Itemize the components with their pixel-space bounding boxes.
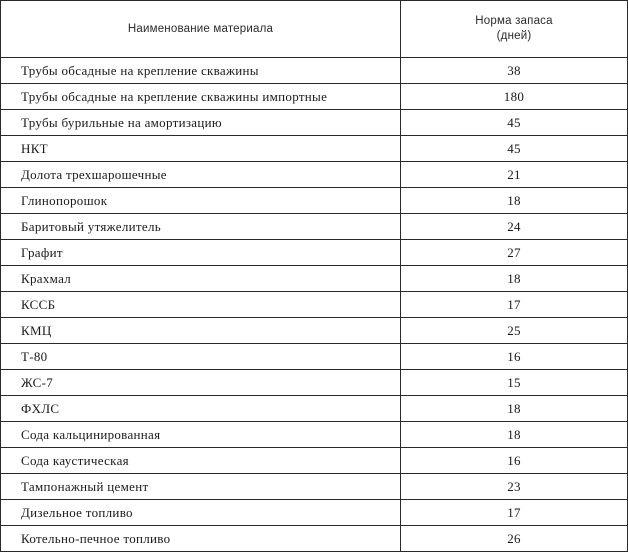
stock-norm-cell: 23 <box>401 474 628 500</box>
header-stock-norm-label: Норма запаса <box>475 15 553 27</box>
header-row <box>1 1 628 58</box>
stock-norm-cell: 24 <box>401 214 628 240</box>
header-stock-norm-unit: (дней) <box>496 30 532 42</box>
table-row <box>1 136 628 162</box>
table-row <box>1 110 628 136</box>
material-name-cell: Крахмал <box>1 266 401 292</box>
material-name-cell: Графит <box>1 240 401 266</box>
stock-norm-cell: 18 <box>401 188 628 214</box>
stock-norm-cell: 45 <box>401 110 628 136</box>
table-row <box>1 370 628 396</box>
table-header <box>1 1 628 58</box>
stock-norm-cell: 45 <box>401 136 628 162</box>
table-row <box>1 344 628 370</box>
material-name-cell: КМЦ <box>1 318 401 344</box>
table-row <box>1 214 628 240</box>
material-name-cell: Сода каустическая <box>1 448 401 474</box>
table-row <box>1 240 628 266</box>
material-name-cell: ФХЛС <box>1 396 401 422</box>
header-stock-norm <box>401 1 628 58</box>
table-row <box>1 292 628 318</box>
material-name-cell: ЖС-7 <box>1 370 401 396</box>
stock-norm-cell: 26 <box>401 526 628 552</box>
material-name-cell: Трубы обсадные на крепление скважины <box>1 58 401 84</box>
header-material-name-label: Наименование материала <box>127 22 274 35</box>
stock-norm-cell: 18 <box>401 266 628 292</box>
table-row <box>1 474 628 500</box>
stock-norm-cell: 17 <box>401 292 628 318</box>
table-row <box>1 162 628 188</box>
table-row <box>1 318 628 344</box>
table-row <box>1 448 628 474</box>
table-row <box>1 422 628 448</box>
material-name-cell: Трубы бурильные на амортизацию <box>1 110 401 136</box>
material-name-cell: Котельно-печное топливо <box>1 526 401 552</box>
stock-norm-cell: 17 <box>401 500 628 526</box>
table-row <box>1 266 628 292</box>
table-row <box>1 84 628 110</box>
material-name-cell: КССБ <box>1 292 401 318</box>
stock-norm-cell: 180 <box>401 84 628 110</box>
stock-norm-cell: 21 <box>401 162 628 188</box>
table-row <box>1 188 628 214</box>
stock-norm-cell: 16 <box>401 344 628 370</box>
table-body <box>1 58 628 552</box>
stock-norm-cell: 16 <box>401 448 628 474</box>
stock-norm-cell: 27 <box>401 240 628 266</box>
material-name-cell: НКТ <box>1 136 401 162</box>
material-name-cell: Долота трехшарошечные <box>1 162 401 188</box>
stock-norm-cell: 38 <box>401 58 628 84</box>
stock-norm-cell: 15 <box>401 370 628 396</box>
material-name-cell: Глинопорошок <box>1 188 401 214</box>
material-name-cell: Тампонажный цемент <box>1 474 401 500</box>
stock-norm-cell: 18 <box>401 422 628 448</box>
table-row <box>1 396 628 422</box>
table-row <box>1 500 628 526</box>
material-name-cell: Т-80 <box>1 344 401 370</box>
table-row <box>1 526 628 552</box>
stock-norm-cell: 18 <box>401 396 628 422</box>
header-material-name <box>1 1 401 58</box>
material-name-cell: Трубы обсадные на крепление скважины импортные <box>1 84 401 110</box>
material-name-cell: Баритовый утяжелитель <box>1 214 401 240</box>
material-name-cell: Сода кальцинированная <box>1 422 401 448</box>
material-name-cell: Дизельное топливо <box>1 500 401 526</box>
table-row <box>1 58 628 84</box>
stock-norm-cell: 25 <box>401 318 628 344</box>
